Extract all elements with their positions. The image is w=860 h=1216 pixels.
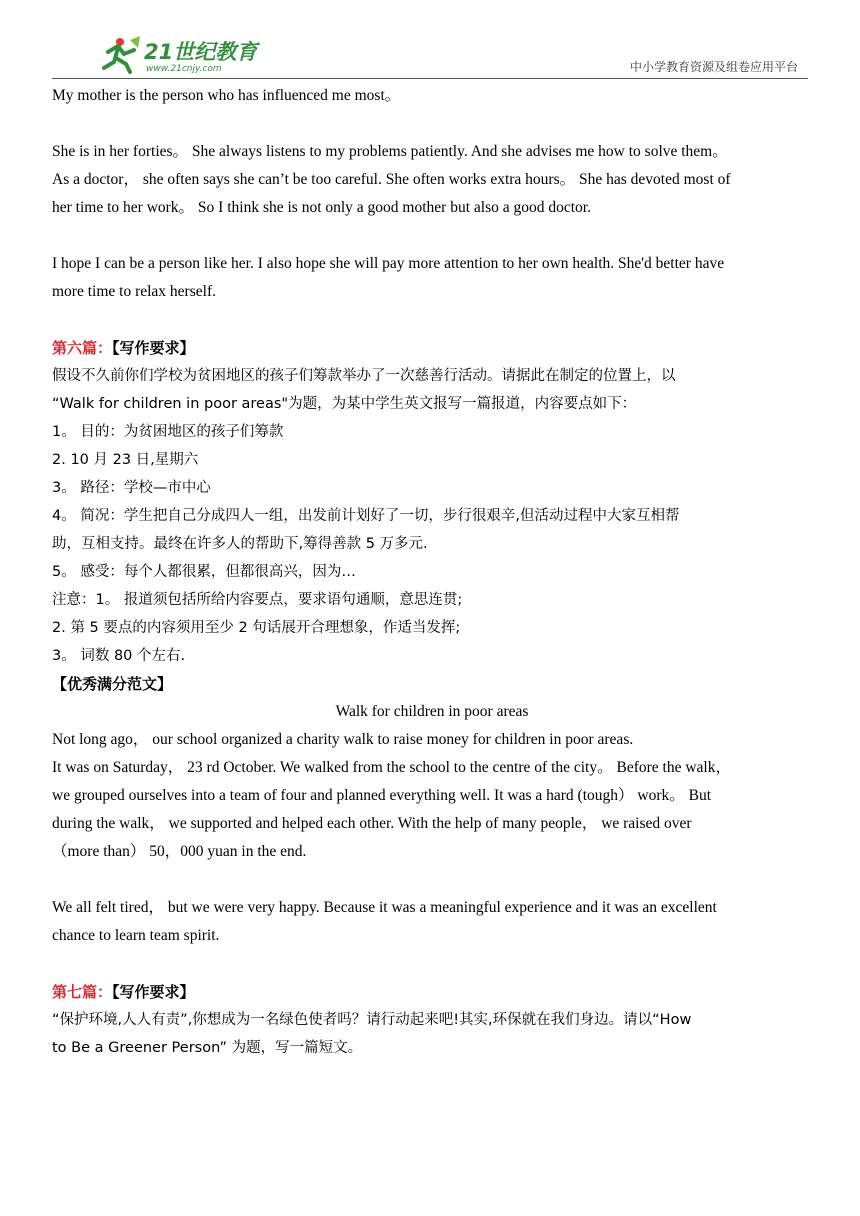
section6-line: 助，互相支持。最终在许多人的帮助下,筹得善款 5 万多元. bbox=[52, 536, 428, 552]
section6-line: 4。 简况：学生把自己分成四人一组，出发前计划好了一切，步行很艰辛,但活动过程中大家互相帮 bbox=[52, 508, 680, 524]
section7-number: 第七篇： bbox=[52, 983, 113, 1001]
essay5-p3-line1: I hope I can be a person like her. I also hope she will pay more attention to her own health. She'd better have bbox=[52, 255, 725, 272]
section7-requirement-label: 【写作要求】 bbox=[112, 983, 195, 1001]
svg-text:www.21cnjy.com: www.21cnjy.com bbox=[146, 64, 222, 74]
section6-line: 3。 词数 80 个左右. bbox=[52, 648, 186, 664]
sample-essay-line: （more than） 50，000 yuan in the end. bbox=[52, 843, 307, 860]
section6-line: 2. 10 月 23 日,星期六 bbox=[52, 452, 199, 468]
platform-label: 中小学教育资源及组卷应用平台 bbox=[629, 60, 798, 74]
essay5-p1: My mother is the person who has influenced me most。 bbox=[52, 87, 401, 104]
sample-essay-line: during the walk， we supported and helped each other. With the help of many people， we raised over bbox=[52, 815, 692, 832]
section7-line2: to Be a Greener Person” 为题，写一篇短文。 bbox=[52, 1040, 363, 1056]
sample-essay-p2-line2: chance to learn team spirit. bbox=[52, 927, 220, 944]
sample-essay-line: It was on Saturday， 23 rd October. We walked from the school to the centre of the city。 Before the walk， bbox=[52, 759, 731, 776]
section6-line: 1。 目的：为贫困地区的孩子们筹款 bbox=[52, 424, 284, 440]
essay5-p2-line3: her time to her work。 So I think she is not only a good mother but also a good doctor. bbox=[52, 199, 591, 216]
section7-line1: “保护环境,人人有责”,你想成为一名绿色使者吗？请行动起来吧!其实,环保就在我们身边。请以“How bbox=[52, 1012, 692, 1028]
section6-line: 5。 感受：每个人都很累，但都很高兴，因为… bbox=[52, 564, 356, 580]
section6-requirement-label: 【写作要求】 bbox=[112, 339, 195, 357]
section6-line: 注意：1。 报道须包括所给内容要点，要求语句通顺，意思连贯; bbox=[52, 592, 463, 608]
sample-essay-p2-line1: We all felt tired， but we were very happy. Because it was a meaningful experience and it was an excellent bbox=[52, 899, 717, 916]
essay5-p3-line2: more time to relax herself. bbox=[52, 283, 216, 300]
essay5-p2-line2: As a doctor， she often says she can’t be too careful. She often works extra hours。 She has devoted most of bbox=[52, 171, 731, 188]
document-body bbox=[52, 82, 812, 1062]
section6-heading bbox=[52, 334, 812, 362]
logo bbox=[94, 34, 264, 74]
svg-text:21世纪教育: 21世纪教育 bbox=[144, 40, 258, 64]
section7-heading bbox=[52, 978, 812, 1006]
sample-essay-title: Walk for children in poor areas bbox=[335, 703, 529, 720]
section6-line: “Walk for children in poor areas"为题，为某中学生英文报写一篇报道，内容要点如下： bbox=[52, 396, 637, 412]
section6-line: 2. 第 5 要点的内容须用至少 2 句话展开合理想象，作适当发挥; bbox=[52, 620, 461, 636]
section6-line: 3。 路径：学校—市中心 bbox=[52, 480, 211, 496]
section6-number: 第六篇： bbox=[52, 339, 113, 357]
runner-icon bbox=[104, 36, 140, 72]
sample-essay-line: we grouped ourselves into a team of four and planned everything well. It was a hard (tough） work。 But bbox=[52, 787, 712, 804]
sample-essay-heading: 【优秀满分范文】 bbox=[52, 675, 173, 693]
sample-essay-line: Not long ago， our school organized a charity walk to raise money for children in poor areas. bbox=[52, 731, 634, 748]
essay5-p2-line1: She is in her forties。 She always listens to my problems patiently. And she advises me how to solve them。 bbox=[52, 143, 728, 160]
section6-line: 假设不久前你们学校为贫困地区的孩子们筹款举办了一次慈善行活动。请据此在制定的位置上，以 bbox=[52, 368, 676, 384]
page-header bbox=[52, 30, 808, 79]
